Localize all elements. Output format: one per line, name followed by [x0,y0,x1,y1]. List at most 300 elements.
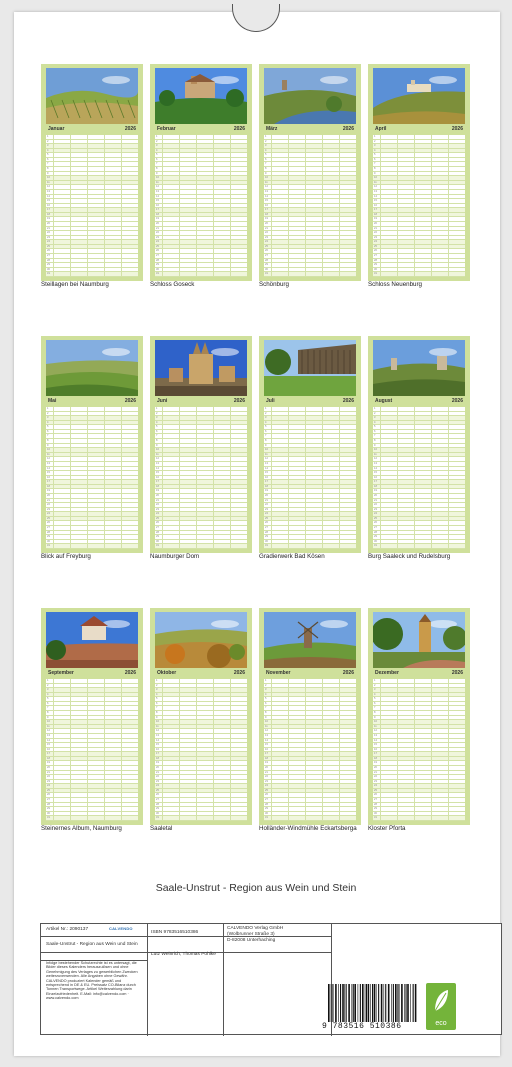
day-row: 22 [373,775,465,780]
day-row: 6 [155,158,247,163]
day-row: 9 [155,444,247,449]
day-row: 31 [264,272,356,277]
month-panel [259,608,361,825]
day-row: 3 [46,688,138,693]
day-row: 30 [155,812,247,817]
day-row: 24 [46,512,138,517]
photo-caption: Kloster Pforta [368,825,406,832]
day-row: 21 [46,499,138,504]
day-row: 31 [373,816,465,821]
month-panel [41,336,143,553]
day-row: 8 [373,439,465,444]
day-row: 8 [155,711,247,716]
day-row: 1 [155,679,247,684]
day-row: 4 [264,693,356,698]
day-row: 1 [46,407,138,412]
photo-caption: Burg Saaleck und Rudelsburg [368,553,451,560]
day-row: 6 [46,430,138,435]
day-row: 2 [46,140,138,145]
day-row: 18 [373,213,465,218]
day-row: 8 [373,711,465,716]
day-row: 21 [155,499,247,504]
month-panel [259,336,361,553]
day-row: 17 [264,208,356,213]
day-row: 15 [46,743,138,748]
day-row: 8 [373,167,465,172]
day-row: 20 [264,766,356,771]
day-row: 11 [373,725,465,730]
photo-caption: Saaletal [150,825,173,832]
month-name: Oktober [157,670,177,676]
barcode [326,984,418,1022]
day-row: 16 [264,204,356,209]
day-row: 5 [155,153,247,158]
day-row: 16 [373,476,465,481]
day-row: 4 [46,693,138,698]
day-row: 15 [155,199,247,204]
day-row: 18 [155,213,247,218]
day-row: 2 [155,684,247,689]
day-row: 27 [46,254,138,259]
month-photo [46,340,138,396]
month-panel [368,336,470,553]
day-row: 1 [155,407,247,412]
photo-caption: Steillagen bei Naumburg [41,281,109,288]
day-row: 24 [264,240,356,245]
month-year: 2026 [233,670,245,676]
day-row: 6 [373,430,465,435]
month-name: März [266,126,278,132]
day-row: 17 [373,208,465,213]
day-row: 28 [264,803,356,808]
day-row: 11 [264,453,356,458]
day-row: 26 [155,249,247,254]
day-row: 1 [264,135,356,140]
photo-caption: Schönburg [259,281,289,288]
day-row: 14 [264,739,356,744]
day-row: 29 [264,263,356,268]
day-row: 22 [373,231,465,236]
day-row: 14 [46,467,138,472]
day-row: 15 [46,471,138,476]
day-row: 17 [46,752,138,757]
photo-caption: Naumburger Dom [150,553,200,560]
day-row: 29 [155,535,247,540]
day-row: 10 [264,720,356,725]
day-row: 25 [46,789,138,794]
isbn-text: ISBN 9783516510386 [151,930,199,935]
day-row: 31 [264,816,356,821]
day-row: 13 [155,462,247,467]
day-row: 20 [155,494,247,499]
day-row: 2 [155,412,247,417]
day-row: 30 [264,812,356,817]
day-row: 24 [46,784,138,789]
day-row: 30 [373,540,465,545]
day-row: 14 [155,195,247,200]
day-row: 17 [155,752,247,757]
day-row: 6 [264,702,356,707]
day-row: 13 [46,462,138,467]
day-row: 24 [264,512,356,517]
day-row: 1 [373,135,465,140]
day-row: 26 [264,521,356,526]
day-row: 19 [373,761,465,766]
day-row: 24 [373,240,465,245]
day-row: 2 [373,140,465,145]
month-year: 2026 [451,126,463,132]
day-row: 18 [46,757,138,762]
day-grid [373,407,465,549]
month-panel [150,64,252,281]
day-row: 15 [155,743,247,748]
day-row: 10 [373,176,465,181]
day-row: 23 [46,780,138,785]
day-row: 1 [373,679,465,684]
month-year: 2026 [342,126,354,132]
day-row: 24 [155,784,247,789]
day-row: 13 [155,190,247,195]
publisher-city: D-82008 Unterhaching [227,938,276,943]
day-grid [46,135,138,277]
day-grid [373,135,465,277]
day-row: 22 [155,503,247,508]
publisher-street: (Wolbrunner Straße 3) [227,932,275,937]
day-row: 20 [46,494,138,499]
month-panel [150,608,252,825]
day-row: 8 [264,167,356,172]
month-name: Januar [48,126,65,132]
day-row: 13 [46,734,138,739]
day-row: 29 [373,263,465,268]
day-row: 22 [373,503,465,508]
day-row: 7 [264,434,356,439]
month-year: 2026 [451,670,463,676]
month-year: 2026 [124,398,136,404]
month-photo [155,68,247,124]
month-photo [155,612,247,668]
day-row: 30 [264,540,356,545]
month-photo [46,68,138,124]
day-row: 4 [264,149,356,154]
day-grid [155,135,247,277]
day-grid [373,679,465,821]
day-row: 31 [373,272,465,277]
day-row: 2 [264,684,356,689]
day-row: 3 [46,416,138,421]
day-row: 15 [264,199,356,204]
day-row: 3 [373,688,465,693]
day-row: 5 [264,697,356,702]
month-header [373,669,465,677]
month-year: 2026 [342,398,354,404]
month-header [264,669,356,677]
day-row: 19 [155,217,247,222]
day-row: 8 [155,439,247,444]
day-row: 13 [373,462,465,467]
barcode-number: 9 783516 510386 [322,1022,402,1031]
day-row: 5 [46,697,138,702]
day-row: 6 [264,158,356,163]
day-row: 17 [155,208,247,213]
day-row: 13 [264,734,356,739]
month-photo [46,612,138,668]
day-row: 18 [373,757,465,762]
day-row: 3 [373,144,465,149]
day-row: 2 [264,412,356,417]
day-row: 10 [264,176,356,181]
day-row: 11 [264,725,356,730]
day-row: 4 [155,421,247,426]
day-row: 22 [155,775,247,780]
day-row: 4 [46,149,138,154]
authors-text: Lutz Weinrich, Thomas Pohlke [151,952,216,957]
day-row: 18 [155,757,247,762]
day-row: 18 [373,485,465,490]
month-year: 2026 [233,398,245,404]
day-row: 8 [155,167,247,172]
day-row: 13 [373,734,465,739]
day-row: 21 [155,771,247,776]
day-row: 13 [373,190,465,195]
day-row: 9 [155,172,247,177]
day-row: 21 [373,771,465,776]
day-row: 17 [373,480,465,485]
day-row: 13 [264,462,356,467]
day-row: 22 [264,775,356,780]
day-row: 20 [155,766,247,771]
day-row: 26 [264,249,356,254]
month-name: September [48,670,74,676]
day-row: 21 [264,771,356,776]
day-grid [155,679,247,821]
day-row: 12 [46,729,138,734]
day-row: 4 [373,149,465,154]
day-row: 28 [155,531,247,536]
day-row: 21 [264,227,356,232]
day-row: 7 [46,162,138,167]
day-row: 23 [373,508,465,513]
day-row: 30 [46,540,138,545]
day-row: 11 [373,181,465,186]
month-panel [368,64,470,281]
day-row: 10 [264,448,356,453]
day-row: 30 [373,812,465,817]
day-row: 6 [373,158,465,163]
day-row: 24 [155,240,247,245]
day-row: 3 [264,144,356,149]
day-row: 2 [46,684,138,689]
disclaimer-text: Infolge bestehender Schutzrechte ist es untersagt, die Bilder dieses Kalenders herauszulösen und ohne Genehmigung des Verlages zu gewerblichen Zwecken weiterzuverwenden. Alle Angaben ohne Gewähr. CALVENDO produziert Kalender gemäß und entsprechend in DE & EU. Preissatz CO-Bilanz durch Tonnen Transportwege. Artikel Weiterzahlung darin Einzelzufriedenheit. E-Mail: info@calvendo.com · www.calvendo.com [46,961,138,1001]
day-row: 16 [155,204,247,209]
month-photo [155,340,247,396]
day-row: 7 [264,706,356,711]
day-row: 14 [264,467,356,472]
day-row: 26 [46,249,138,254]
day-row: 22 [46,775,138,780]
day-row: 3 [46,144,138,149]
day-row: 22 [264,503,356,508]
day-row: 10 [155,448,247,453]
photo-caption: Steinernes Album, Naumburg [41,825,122,832]
month-year: 2026 [124,670,136,676]
day-row: 2 [373,412,465,417]
day-row: 21 [46,227,138,232]
day-row: 16 [155,476,247,481]
day-row: 4 [46,421,138,426]
day-row: 28 [264,531,356,536]
day-row: 11 [155,181,247,186]
day-row: 12 [155,729,247,734]
month-panel [41,608,143,825]
day-row: 4 [155,693,247,698]
day-row: 8 [46,439,138,444]
day-row: 27 [155,798,247,803]
day-row: 16 [373,748,465,753]
day-row: 7 [373,434,465,439]
day-row: 30 [155,268,247,273]
day-row: 17 [46,480,138,485]
day-row: 14 [155,467,247,472]
day-row: 25 [264,789,356,794]
day-row: 3 [264,688,356,693]
month-header [373,125,465,133]
day-row: 16 [46,748,138,753]
day-row: 27 [373,526,465,531]
article-number: Artikel Nr.: 2090137 [46,927,89,932]
day-row: 11 [46,453,138,458]
day-row: 9 [373,444,465,449]
day-row: 12 [264,457,356,462]
day-row: 1 [155,135,247,140]
day-row: 20 [155,222,247,227]
eco-badge [426,983,456,1030]
day-row: 30 [46,812,138,817]
day-row: 4 [373,421,465,426]
month-year: 2026 [451,398,463,404]
day-row: 6 [155,430,247,435]
day-row: 23 [373,236,465,241]
day-row: 28 [373,259,465,264]
leaf-icon [432,989,450,1013]
month-name: Dezember [375,670,399,676]
day-row: 16 [373,204,465,209]
day-row: 8 [46,711,138,716]
day-row: 20 [373,766,465,771]
day-row: 2 [373,684,465,689]
day-row: 1 [264,679,356,684]
photo-caption: Blick auf Freyburg [41,553,91,560]
month-name: Juli [266,398,275,404]
day-row: 30 [373,268,465,273]
day-row: 5 [373,425,465,430]
day-row: 10 [46,720,138,725]
day-row: 1 [46,135,138,140]
day-row: 9 [373,172,465,177]
day-row: 2 [155,140,247,145]
day-row: 5 [46,425,138,430]
day-row: 28 [155,259,247,264]
day-row: 3 [155,144,247,149]
day-row: 19 [264,489,356,494]
day-grid [155,407,247,549]
day-row: 20 [264,222,356,227]
month-year: 2026 [233,126,245,132]
day-row: 17 [373,752,465,757]
day-row: 11 [46,181,138,186]
day-row: 21 [155,227,247,232]
month-photo [264,340,356,396]
day-row: 1 [373,407,465,412]
day-row: 19 [155,489,247,494]
day-row: 13 [46,190,138,195]
day-grid [264,135,356,277]
day-row: 25 [373,789,465,794]
day-row: 25 [46,245,138,250]
month-year: 2026 [342,670,354,676]
day-row: 28 [373,803,465,808]
day-row: 8 [264,439,356,444]
day-row: 3 [373,416,465,421]
month-panel [368,608,470,825]
day-row: 11 [264,181,356,186]
day-row: 6 [46,158,138,163]
publisher-name: CALVENDO Verlag GmbH [227,926,284,931]
product-title: Saale-Unstrut - Region aus Wein und Stein [46,942,138,947]
day-row: 4 [373,693,465,698]
day-row: 24 [373,784,465,789]
day-row: 23 [46,508,138,513]
day-row: 23 [155,780,247,785]
day-row: 18 [155,485,247,490]
day-row: 23 [155,236,247,241]
day-row: 25 [155,789,247,794]
day-row: 5 [373,153,465,158]
day-row: 5 [264,153,356,158]
day-grid [46,407,138,549]
day-row: 29 [46,807,138,812]
day-row: 11 [46,725,138,730]
day-row: 31 [155,816,247,821]
day-row: 27 [46,526,138,531]
day-row: 3 [264,416,356,421]
day-row: 26 [155,521,247,526]
day-row: 10 [373,448,465,453]
day-row: 10 [155,176,247,181]
day-row: 8 [46,167,138,172]
day-row: 20 [46,222,138,227]
day-row: 7 [155,434,247,439]
month-header [155,669,247,677]
day-row: 22 [46,231,138,236]
day-row: 1 [46,679,138,684]
day-row: 26 [373,521,465,526]
day-row: 9 [46,444,138,449]
day-row: 19 [373,217,465,222]
day-row: 24 [373,512,465,517]
photo-caption: Holländer-Windmühle Eckartsberga [259,825,357,832]
day-row: 12 [373,457,465,462]
month-panel [150,336,252,553]
day-row: 27 [46,798,138,803]
day-row: 20 [264,494,356,499]
eco-label: eco [435,1020,447,1027]
calendar-title: Saale-Unstrut - Region aus Wein und Stein [155,882,357,894]
day-row: 16 [46,204,138,209]
day-row: 10 [46,448,138,453]
month-header [373,397,465,405]
day-row: 20 [46,766,138,771]
